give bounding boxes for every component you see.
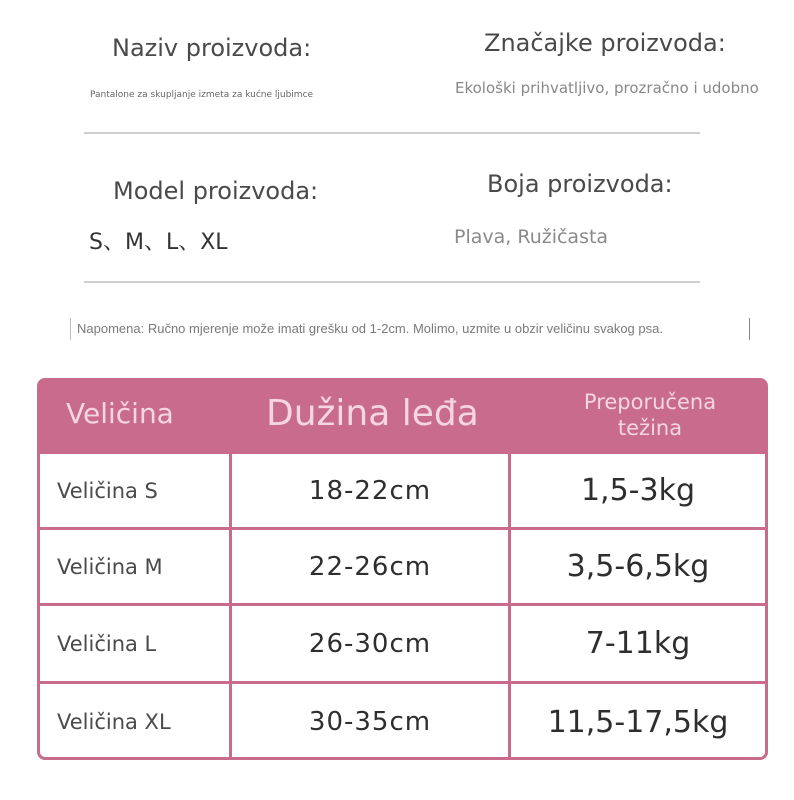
product-model-label: Model proizvoda: bbox=[113, 177, 319, 205]
size-cell: Veličina L bbox=[40, 606, 229, 681]
weight-cell: 11,5-17,5kg bbox=[511, 684, 765, 760]
table-row bbox=[40, 530, 765, 603]
size-cell: Veličina M bbox=[40, 530, 229, 603]
size-cell: Veličina XL bbox=[40, 684, 229, 760]
table-row bbox=[40, 454, 765, 527]
product-features-label: Značajke proizvoda: bbox=[484, 29, 726, 57]
product-color-value: Plava, Ružičasta bbox=[454, 226, 609, 248]
back-length-cell: 18-22cm bbox=[232, 454, 508, 527]
back-length-cell: 22-26cm bbox=[232, 530, 508, 603]
back-length-cell: 30-35cm bbox=[232, 684, 508, 760]
product-name-label: Naziv proizvoda: bbox=[112, 34, 312, 62]
header-size: Veličina bbox=[66, 397, 174, 430]
header-weight-line1: Preporučena bbox=[583, 390, 717, 414]
divider bbox=[84, 281, 700, 283]
product-model-value: S、M、L、XL bbox=[89, 230, 228, 255]
table-header bbox=[40, 381, 765, 451]
product-name-value: Pantalone za skupljanje izmeta za kućne ljubimce bbox=[90, 90, 314, 100]
table-row bbox=[40, 606, 765, 681]
weight-cell: 1,5-3kg bbox=[511, 454, 765, 527]
weight-cell: 7-11kg bbox=[511, 606, 765, 681]
header-weight-line2: težina bbox=[617, 416, 683, 440]
weight-cell: 3,5-6,5kg bbox=[511, 530, 765, 603]
table-row bbox=[40, 684, 765, 760]
size-table bbox=[37, 378, 768, 760]
header-back-length: Dužina leđa bbox=[266, 393, 479, 434]
back-length-cell: 26-30cm bbox=[232, 606, 508, 681]
product-color-label: Boja proizvoda: bbox=[487, 170, 673, 198]
header-weight bbox=[550, 389, 750, 441]
size-cell: Veličina S bbox=[40, 454, 229, 527]
product-features-value: Ekološki prihvatljivo, prozračno i udobno bbox=[455, 79, 759, 97]
divider bbox=[84, 132, 700, 134]
measurement-note: Napomena: Ručno mjerenje može imati grešku od 1-2cm. Molimo, uzmite u obzir veličinu svakog psa. bbox=[70, 318, 750, 340]
